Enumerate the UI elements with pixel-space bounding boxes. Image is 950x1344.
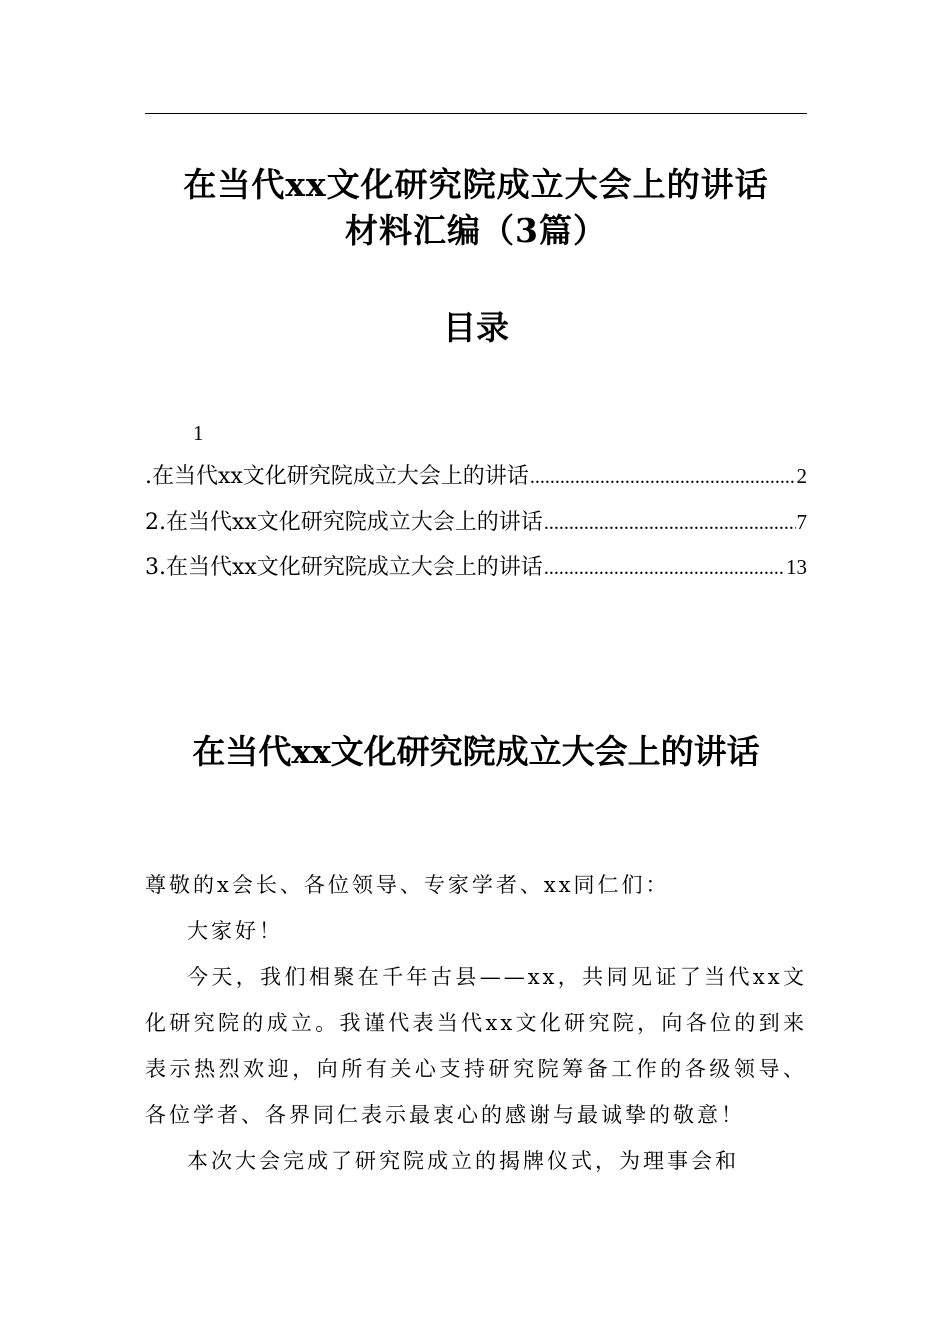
toc-entry-text: 2.在当代xx文化研究院成立大会上的讲话 bbox=[145, 510, 543, 535]
toc-entry-text: .在当代xx文化研究院成立大会上的讲话 bbox=[145, 464, 529, 489]
toc-entry-page: 2 bbox=[796, 464, 807, 488]
toc-entry[interactable] bbox=[145, 552, 807, 582]
paragraph: 大家好！ bbox=[187, 919, 283, 943]
toc-dot-leader bbox=[530, 462, 796, 492]
paragraph: 今天，我们相聚在千年古县——xx，共同见证了当代xx文化研究院的成立。我谨代表当代xx文化研究院，向各位的到来表示热烈欢迎，向所有关心支持研究院筹备工作的各级领导、各位学者、各界同仁表示最衷心的感谢与最诚挚的敬意！ bbox=[145, 965, 807, 1127]
paragraph: 本次大会完成了研究院成立的揭牌仪式，为理事会和 bbox=[187, 1149, 739, 1173]
section-title: 在当代xx文化研究院成立大会上的讲话 bbox=[192, 732, 760, 771]
toc-entry-page: 7 bbox=[796, 510, 807, 534]
document-title-line1: 在当代xx文化研究院成立大会上的讲话 bbox=[183, 165, 769, 204]
body-text bbox=[145, 908, 807, 1184]
toc-entry-text: 3.在当代xx文化研究院成立大会上的讲话 bbox=[145, 555, 543, 580]
toc-number-line: 1 bbox=[193, 421, 204, 445]
top-divider bbox=[145, 113, 807, 114]
toc-heading: 目录 bbox=[443, 308, 509, 347]
toc-entry[interactable] bbox=[145, 507, 807, 537]
toc-dot-leader bbox=[544, 553, 785, 583]
salutation: 尊敬的x会长、各位领导、专家学者、xx同仁们： bbox=[145, 873, 670, 897]
toc-entry[interactable] bbox=[145, 461, 807, 491]
toc-entry-page: 13 bbox=[786, 555, 807, 579]
document-title-line2: 材料汇编（3篇） bbox=[345, 211, 607, 250]
toc-dot-leader bbox=[544, 508, 796, 538]
